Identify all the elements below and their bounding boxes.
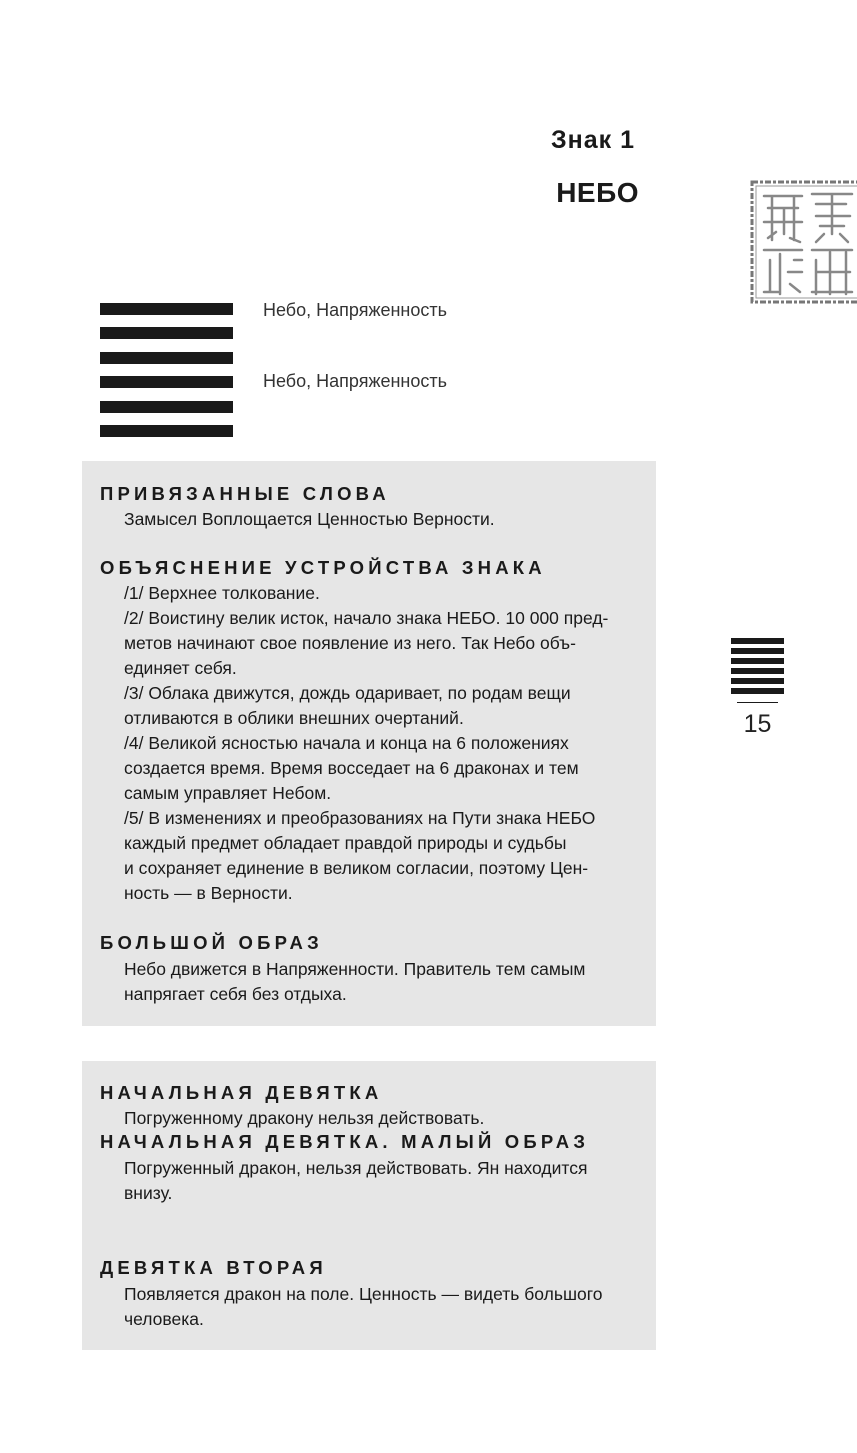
side-hexagram-line xyxy=(731,688,784,694)
explanation-line: единяет себя. xyxy=(124,658,237,678)
explanation-heading: ОБЪЯСНЕНИЕ УСТРОЙСТВА ЗНАКА xyxy=(100,557,546,578)
explanation-line: /2/ Воистину велик исток, начало знака НЕБО. 10 000 пред- xyxy=(124,608,609,628)
explanation-line: метов начинают свое появление из него. Так Небо объ- xyxy=(124,633,576,653)
hexagram-line xyxy=(100,401,233,413)
side-hexagram-line xyxy=(731,678,784,684)
explanation-line: самым управляет Небом. xyxy=(124,783,332,803)
page-number: 15 xyxy=(743,710,772,738)
upper-trigram-label: Небо, Напряженность xyxy=(263,300,448,320)
explanation-line: ность — в Верности. xyxy=(124,883,293,903)
great-image-line: Небо движется в Напряженности. Правитель тем самым xyxy=(124,959,586,979)
seal-graphic xyxy=(750,180,857,304)
hexagram-line xyxy=(100,425,233,437)
side-hexagram-line xyxy=(731,638,784,644)
hexagram-line xyxy=(100,352,233,364)
page-number-rule xyxy=(737,702,778,703)
explanation-line: и сохраняет единение в великом согласии, поэтому Цен- xyxy=(124,858,589,878)
great-image-line: напрягает себя без отдыха. xyxy=(124,984,347,1004)
hexagram-line xyxy=(100,303,233,315)
first-nine-small-image-line: Погруженный дракон, нельзя действовать. Ян находится xyxy=(124,1158,588,1178)
side-hexagram-icon xyxy=(731,638,784,694)
second-nine-line: человека. xyxy=(124,1309,204,1329)
second-nine-line: Появляется дракон на поле. Ценность — видеть большого xyxy=(124,1284,603,1304)
explanation-line: /4/ Великой ясностью начала и конца на 6 положениях xyxy=(124,733,569,753)
bound-words-text: Замысел Воплощается Ценностью Верности. xyxy=(124,509,495,529)
explanation-line: создается время. Время восседает на 6 драконах и тем xyxy=(124,758,579,778)
first-nine-small-image-line: внизу. xyxy=(124,1183,173,1203)
chinese-seal-icon xyxy=(750,180,857,304)
hexagram-line xyxy=(100,327,233,339)
sign-title: НЕБО xyxy=(556,177,639,208)
hexagram-line xyxy=(100,376,233,388)
explanation-line: /5/ В изменениях и преобразованиях на Пути знака НЕБО xyxy=(124,808,596,828)
sign-number: Знак 1 xyxy=(550,126,635,154)
explanation-line: отливаются в облики внешних очертаний. xyxy=(124,708,464,728)
lower-trigram-label: Небо, Напряженность xyxy=(263,371,448,391)
side-hexagram-line xyxy=(731,658,784,664)
side-hexagram-line xyxy=(731,668,784,674)
hexagram-icon xyxy=(100,303,233,437)
first-nine-small-image-heading: НАЧАЛЬНАЯ ДЕВЯТКА. МАЛЫЙ ОБРАЗ xyxy=(100,1131,590,1152)
explanation-line: /3/ Облака движутся, дождь одаривает, по родам вещи xyxy=(124,683,571,703)
side-hexagram-line xyxy=(731,648,784,654)
explanation-line: каждый предмет обладает правдой природы и судьбы xyxy=(124,833,567,853)
second-nine-heading: ДЕВЯТКА ВТОРАЯ xyxy=(100,1257,327,1278)
explanation-line: /1/ Верхнее толкование. xyxy=(124,583,320,603)
great-image-heading: БОЛЬШОЙ ОБРАЗ xyxy=(100,932,323,953)
bound-words-heading: ПРИВЯЗАННЫЕ СЛОВА xyxy=(100,483,390,504)
first-nine-heading: НАЧАЛЬНАЯ ДЕВЯТКА xyxy=(100,1082,383,1103)
first-nine-text: Погруженному дракону нельзя действовать. xyxy=(124,1108,485,1128)
